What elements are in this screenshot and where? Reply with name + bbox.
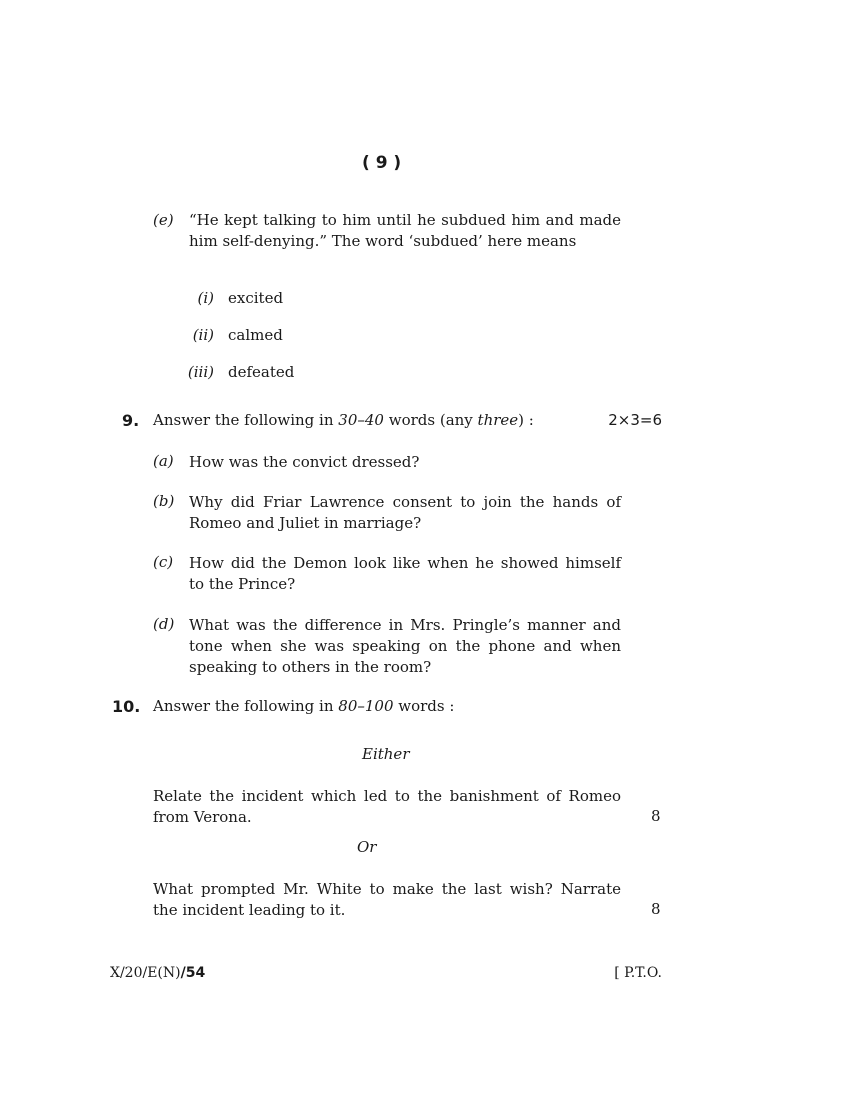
q9a-text: How was the convict dressed? [189, 453, 420, 471]
q9-instruction: Answer the following in 30–40 words (any three) : [153, 411, 534, 429]
pto-label: [ P.T.O. [614, 965, 662, 981]
q10-option2-marks: 8 [651, 900, 661, 918]
option-label: (ii) [192, 326, 214, 344]
q10-option1-marks: 8 [651, 807, 661, 825]
q10-instruction: Answer the following in 80–100 words : [153, 697, 455, 715]
q10-number: 10. [112, 697, 141, 716]
q9b-label: (b) [153, 492, 175, 510]
q10-option2-text: What prompted Mr. White to make the last wish? Narrate the incident leading to it. [153, 880, 621, 919]
option-text: excited [228, 289, 284, 307]
q9-marks: 2×3=6 [608, 411, 662, 429]
option-text: calmed [228, 326, 283, 344]
q9c-label: (c) [153, 553, 174, 571]
or-label: Or [357, 838, 377, 856]
q9d-text: What was the difference in Mrs. Pringle’s manner and tone when she was speaking on the phone and when speaking to others in the room? [189, 616, 621, 676]
option-label: (iii) [187, 363, 214, 381]
q9b-text: Why did Friar Lawrence consent to join the hands of Romeo and Juliet in marriage? [189, 493, 621, 532]
q9-number: 9. [122, 411, 140, 430]
q9c-text: How did the Demon look like when he showed himself to the Prince? [189, 554, 621, 593]
paper-code: X/20/E(N)/54 [110, 965, 206, 981]
q9a-label: (a) [153, 452, 174, 470]
either-label: Either [362, 745, 410, 763]
option-label: (i) [197, 289, 214, 307]
q9d-label: (d) [153, 615, 175, 633]
q10-option1-text: Relate the incident which led to the banishment of Romeo from Verona. [153, 787, 621, 826]
q8e-label: (e) [153, 211, 174, 229]
q8e-text: “He kept talking to him until he subdued him and made him self-denying.” The word ‘subdued’ here means [189, 211, 621, 250]
option-text: defeated [228, 363, 295, 381]
page-number: ( 9 ) [362, 153, 402, 173]
